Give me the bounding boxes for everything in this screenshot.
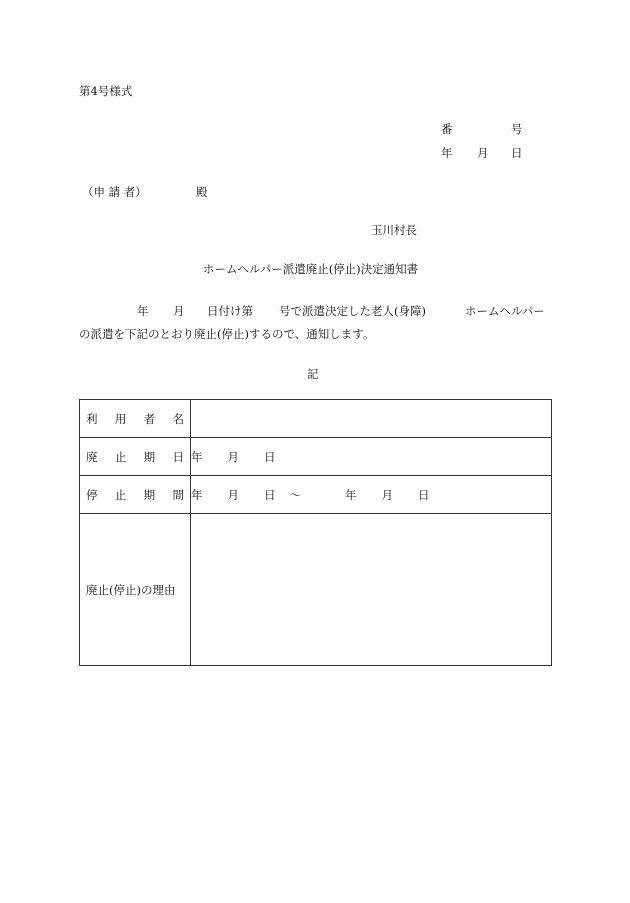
suspension-period-value[interactable] [191, 476, 552, 514]
table-row [80, 400, 552, 438]
date-month: 月 [381, 487, 393, 502]
label-char: 日 [172, 449, 184, 464]
suspension-period-label [80, 476, 191, 514]
body-month: 月 [173, 304, 185, 318]
tilde: ～ [289, 487, 301, 502]
honorific: 殿 [196, 185, 208, 199]
label-char: 用 [114, 411, 127, 426]
abolition-date-value[interactable] [191, 438, 552, 476]
label-char: 止 [114, 449, 127, 464]
label-char: 利 [86, 411, 98, 426]
date-year: 年 [191, 487, 203, 502]
label-char: 止 [114, 487, 127, 502]
reason-label [80, 514, 191, 666]
ki-heading: 記 [307, 367, 319, 381]
date-month: 月 [227, 487, 239, 502]
date-year: 年 [345, 487, 357, 502]
abolition-date-label [80, 438, 191, 476]
issuer: 玉川村長 [371, 223, 417, 237]
body-year: 年 [137, 304, 149, 318]
label-char: 廃 [86, 449, 98, 464]
table-row [80, 438, 552, 476]
table-row [80, 476, 552, 514]
label-char: 期 [143, 449, 156, 464]
document-title: ホームヘルパー派遣廃止(停止)決定通知書 [203, 262, 419, 276]
form-number: 第4号様式 [79, 84, 133, 98]
details-table [79, 399, 552, 666]
date-day: 日 [264, 449, 276, 464]
number-label-ban: 番 [441, 122, 453, 136]
header-date-day: 日 [511, 146, 523, 160]
label-char: 期 [143, 487, 156, 502]
body-notice-text: 号で派遣決定した老人(身障) [279, 304, 426, 318]
date-day: 日 [418, 487, 430, 502]
number-label-go: 号 [511, 122, 523, 136]
header-date-year: 年 [441, 146, 453, 160]
label-char: 者 [143, 411, 156, 426]
date-year: 年 [191, 449, 203, 464]
user-name-label [80, 400, 191, 438]
header-date-month: 月 [477, 146, 489, 160]
reason-value[interactable] [191, 514, 552, 666]
label-char: 間 [172, 487, 184, 502]
table-row [80, 514, 552, 666]
body-day-prefix: 日付け第 [207, 304, 253, 318]
body-helper: ホームヘルパー [465, 304, 545, 318]
body-line-2: の派遣を下記のとおり廃止(停止)するので、通知します。 [79, 327, 375, 341]
applicant-label: （申 請 者） [82, 185, 147, 199]
user-name-value[interactable] [191, 400, 552, 438]
label-char: 名 [172, 411, 184, 426]
reason-label-text: 廃止(停止)の理由 [86, 582, 176, 597]
date-month: 月 [227, 449, 239, 464]
label-char: 停 [86, 487, 98, 502]
date-day: 日 [264, 487, 276, 502]
